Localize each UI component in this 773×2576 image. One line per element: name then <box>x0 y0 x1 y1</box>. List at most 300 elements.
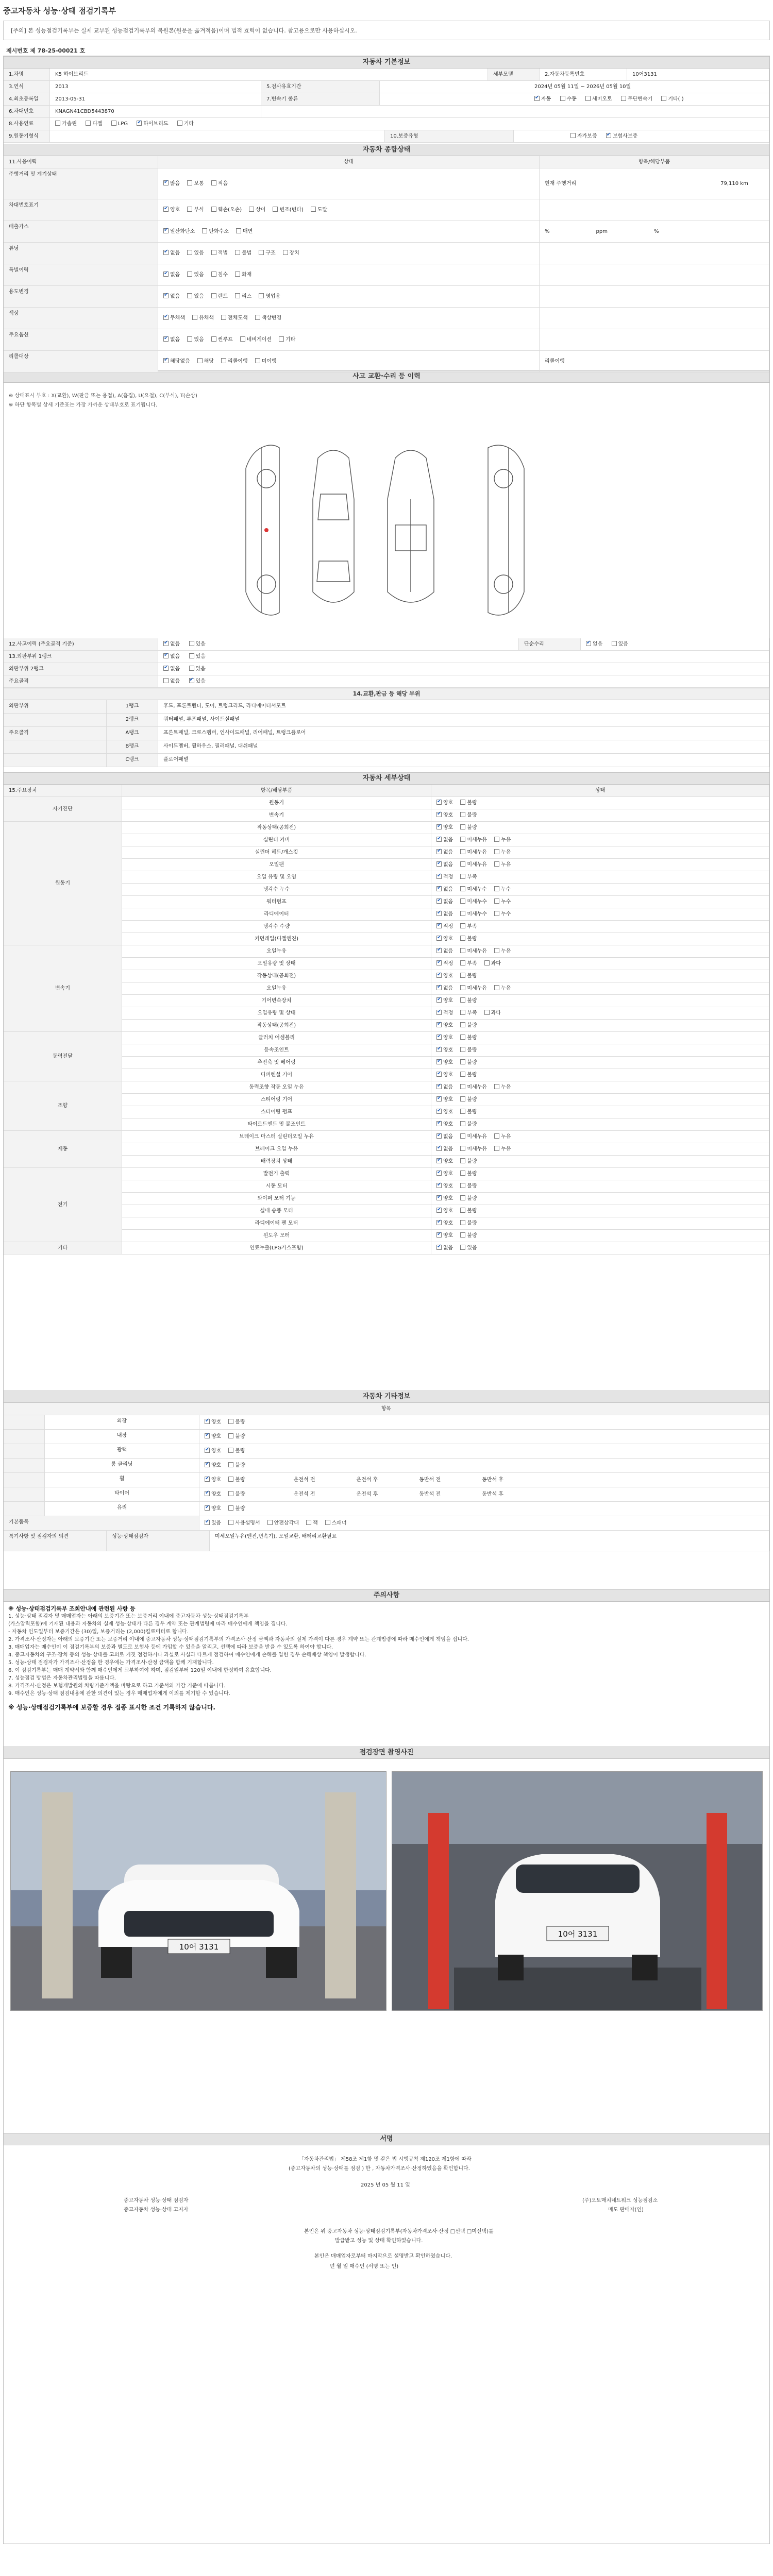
status-option[interactable] <box>228 1444 245 1458</box>
status-option[interactable] <box>460 1143 487 1155</box>
status-option[interactable] <box>436 871 453 883</box>
status-option[interactable] <box>484 958 501 970</box>
status-option[interactable] <box>460 1118 477 1130</box>
checkbox[interactable] <box>436 911 442 916</box>
checkbox[interactable] <box>436 1109 442 1114</box>
checkbox[interactable] <box>621 96 626 101</box>
status-option[interactable] <box>436 1032 453 1044</box>
checkbox[interactable] <box>436 948 442 953</box>
status-option[interactable] <box>460 1193 477 1205</box>
status-option[interactable] <box>460 834 487 846</box>
status-option[interactable] <box>460 1032 477 1044</box>
checkbox[interactable] <box>460 1084 465 1089</box>
status-option[interactable] <box>163 351 190 372</box>
option-other[interactable] <box>661 93 683 105</box>
checkbox[interactable] <box>205 1448 210 1453</box>
status-option[interactable] <box>163 286 180 307</box>
checkbox[interactable] <box>249 207 254 212</box>
option-fuel-other[interactable] <box>177 118 194 130</box>
status-option[interactable] <box>436 995 453 1007</box>
status-option[interactable] <box>460 1205 477 1217</box>
checkbox[interactable] <box>163 336 169 342</box>
checkbox[interactable] <box>460 997 465 1003</box>
status-option[interactable] <box>436 797 453 809</box>
status-option[interactable] <box>228 1430 245 1444</box>
checkbox[interactable] <box>460 1109 465 1114</box>
checkbox[interactable] <box>436 1072 442 1077</box>
checkbox[interactable] <box>534 96 540 101</box>
checkbox[interactable] <box>306 1520 311 1525</box>
status-option[interactable] <box>494 908 511 920</box>
status-option[interactable] <box>236 221 253 242</box>
status-option[interactable] <box>460 1230 477 1242</box>
status-option[interactable] <box>187 199 204 221</box>
status-option[interactable] <box>436 921 453 933</box>
option-insurer-warranty[interactable] <box>606 130 637 142</box>
checkbox[interactable] <box>436 899 442 904</box>
checkbox[interactable] <box>436 1208 442 1213</box>
checkbox[interactable] <box>228 1491 233 1496</box>
checkbox[interactable] <box>436 1084 442 1089</box>
status-option[interactable] <box>494 945 511 957</box>
checkbox[interactable] <box>259 250 264 255</box>
status-option[interactable] <box>311 199 327 221</box>
checkbox[interactable] <box>436 861 442 867</box>
checkbox[interactable] <box>436 1195 442 1200</box>
status-option[interactable] <box>211 243 228 264</box>
checkbox[interactable] <box>460 973 465 978</box>
checkbox[interactable] <box>205 1419 210 1424</box>
status-option[interactable] <box>255 351 277 372</box>
status-option[interactable] <box>436 1094 453 1106</box>
checkbox[interactable] <box>240 336 245 342</box>
checkbox[interactable] <box>586 641 591 646</box>
checkbox[interactable] <box>460 874 465 879</box>
status-option[interactable] <box>187 243 204 264</box>
checkbox[interactable] <box>267 1520 273 1525</box>
checkbox[interactable] <box>494 899 499 904</box>
status-option[interactable] <box>436 1193 453 1205</box>
status-option[interactable] <box>460 884 487 895</box>
option-yes[interactable] <box>189 651 206 663</box>
status-option[interactable] <box>205 1430 221 1444</box>
checkbox[interactable] <box>460 1022 465 1027</box>
status-option[interactable] <box>494 896 511 908</box>
status-option[interactable] <box>460 809 477 821</box>
checkbox[interactable] <box>436 1047 442 1052</box>
checkbox[interactable] <box>163 315 169 320</box>
status-option[interactable] <box>436 1217 453 1229</box>
status-option[interactable] <box>460 1020 477 1031</box>
checkbox[interactable] <box>228 1433 233 1438</box>
checkbox[interactable] <box>460 849 465 854</box>
option-yes[interactable] <box>189 663 206 675</box>
status-option[interactable] <box>436 1069 453 1081</box>
checkbox[interactable] <box>311 207 316 212</box>
checkbox[interactable] <box>211 207 216 212</box>
checkbox[interactable] <box>235 272 240 277</box>
status-option[interactable] <box>460 1081 487 1093</box>
checkbox[interactable] <box>494 948 499 953</box>
checkbox[interactable] <box>436 1035 442 1040</box>
status-option[interactable] <box>494 859 511 871</box>
status-option[interactable] <box>436 1081 453 1093</box>
status-option[interactable] <box>436 1143 453 1155</box>
status-option[interactable] <box>273 199 303 221</box>
status-option[interactable] <box>460 945 487 957</box>
status-option[interactable] <box>192 308 214 329</box>
checkbox[interactable] <box>189 641 194 646</box>
status-option[interactable] <box>205 1415 221 1429</box>
checkbox[interactable] <box>460 899 465 904</box>
status-option[interactable] <box>205 1473 221 1487</box>
checkbox[interactable] <box>279 336 284 342</box>
checkbox[interactable] <box>436 1010 442 1015</box>
checkbox[interactable] <box>436 1121 442 1126</box>
status-option[interactable] <box>436 1118 453 1130</box>
checkbox[interactable] <box>163 653 169 658</box>
status-option[interactable] <box>249 199 265 221</box>
status-option[interactable] <box>436 1131 453 1143</box>
checkbox[interactable] <box>228 1477 233 1482</box>
checkbox[interactable] <box>436 1133 442 1139</box>
checkbox[interactable] <box>436 1232 442 1238</box>
checkbox[interactable] <box>189 666 194 671</box>
status-option[interactable] <box>228 1502 245 1516</box>
checkbox[interactable] <box>436 1022 442 1027</box>
status-option[interactable] <box>436 970 453 982</box>
checkbox[interactable] <box>460 800 465 805</box>
checkbox[interactable] <box>163 207 169 212</box>
checkbox[interactable] <box>606 133 611 138</box>
option-none[interactable] <box>163 638 180 650</box>
option-hybrid[interactable] <box>137 118 168 130</box>
checkbox[interactable] <box>460 1121 465 1126</box>
status-option[interactable] <box>460 1007 477 1019</box>
status-option[interactable] <box>228 1487 245 1501</box>
status-option[interactable] <box>259 243 275 264</box>
checkbox[interactable] <box>460 1146 465 1151</box>
checkbox[interactable] <box>460 812 465 817</box>
status-option[interactable] <box>460 1057 477 1069</box>
status-option[interactable] <box>221 351 248 372</box>
checkbox[interactable] <box>235 293 240 298</box>
option-none[interactable] <box>163 675 180 687</box>
status-option[interactable] <box>436 1242 453 1254</box>
status-option[interactable] <box>494 1131 511 1143</box>
checkbox[interactable] <box>187 272 192 277</box>
option-yes[interactable] <box>189 638 206 650</box>
checkbox[interactable] <box>55 121 60 126</box>
checkbox[interactable] <box>460 1059 465 1064</box>
status-option[interactable] <box>460 1094 477 1106</box>
checkbox[interactable] <box>460 837 465 842</box>
checkbox[interactable] <box>460 1208 465 1213</box>
tools-option[interactable] <box>205 1516 221 1530</box>
checkbox[interactable] <box>460 923 465 928</box>
checkbox[interactable] <box>460 1096 465 1101</box>
status-option[interactable] <box>436 1020 453 1031</box>
status-option[interactable] <box>460 1131 487 1143</box>
status-option[interactable] <box>460 982 487 994</box>
status-option[interactable] <box>460 1168 477 1180</box>
checkbox[interactable] <box>163 666 169 671</box>
checkbox[interactable] <box>460 1245 465 1250</box>
status-option[interactable] <box>228 1473 245 1487</box>
status-option[interactable] <box>494 834 511 846</box>
checkbox[interactable] <box>228 1505 233 1511</box>
status-option[interactable] <box>460 1217 477 1229</box>
status-option[interactable] <box>436 846 453 858</box>
checkbox[interactable] <box>560 96 565 101</box>
status-option[interactable] <box>494 1081 511 1093</box>
checkbox[interactable] <box>436 874 442 879</box>
status-option[interactable] <box>460 908 487 920</box>
status-option[interactable] <box>460 1106 477 1118</box>
status-option[interactable] <box>436 1007 453 1019</box>
checkbox[interactable] <box>494 837 499 842</box>
status-option[interactable] <box>460 958 477 970</box>
checkbox[interactable] <box>460 1133 465 1139</box>
checkbox[interactable] <box>436 985 442 990</box>
checkbox[interactable] <box>484 960 490 965</box>
checkbox[interactable] <box>211 180 216 185</box>
status-option[interactable] <box>436 896 453 908</box>
status-option[interactable] <box>460 896 487 908</box>
checkbox[interactable] <box>494 1084 499 1089</box>
checkbox[interactable] <box>205 1491 210 1496</box>
option-lpg[interactable] <box>111 118 128 130</box>
checkbox[interactable] <box>211 293 216 298</box>
checkbox[interactable] <box>221 315 226 320</box>
status-option[interactable] <box>460 822 477 834</box>
checkbox[interactable] <box>163 358 169 363</box>
status-option[interactable] <box>436 1057 453 1069</box>
checkbox[interactable] <box>460 1195 465 1200</box>
checkbox[interactable] <box>460 948 465 953</box>
status-option[interactable] <box>235 286 251 307</box>
status-option[interactable] <box>228 1415 245 1429</box>
checkbox[interactable] <box>460 1010 465 1015</box>
checkbox[interactable] <box>436 1146 442 1151</box>
status-option[interactable] <box>436 945 453 957</box>
checkbox[interactable] <box>460 1171 465 1176</box>
checkbox[interactable] <box>325 1520 330 1525</box>
checkbox[interactable] <box>494 1133 499 1139</box>
status-option[interactable] <box>460 1242 477 1254</box>
checkbox[interactable] <box>494 985 499 990</box>
checkbox[interactable] <box>177 121 182 126</box>
status-option[interactable] <box>205 1502 221 1516</box>
status-option[interactable] <box>221 308 248 329</box>
status-option[interactable] <box>436 884 453 895</box>
checkbox[interactable] <box>436 1059 442 1064</box>
checkbox[interactable] <box>460 1158 465 1163</box>
status-option[interactable] <box>436 908 453 920</box>
status-option[interactable] <box>187 329 204 350</box>
status-option[interactable] <box>494 884 511 895</box>
checkbox[interactable] <box>436 1171 442 1176</box>
checkbox[interactable] <box>187 180 192 185</box>
checkbox[interactable] <box>211 272 216 277</box>
option-yes[interactable] <box>612 638 628 650</box>
buyer-sign-line[interactable]: 년 월 일 매수인 (서명 또는 인) <box>330 2264 399 2269</box>
status-option[interactable] <box>436 933 453 945</box>
checkbox[interactable] <box>436 812 442 817</box>
status-option[interactable] <box>436 1205 453 1217</box>
status-option[interactable] <box>460 933 477 945</box>
checkbox[interactable] <box>211 250 216 255</box>
checkbox[interactable] <box>612 641 617 646</box>
checkbox[interactable] <box>436 1245 442 1250</box>
checkbox[interactable] <box>436 1183 442 1188</box>
checkbox[interactable] <box>111 121 116 126</box>
checkbox[interactable] <box>460 985 465 990</box>
checkbox[interactable] <box>189 653 194 658</box>
status-option[interactable] <box>211 329 233 350</box>
checkbox[interactable] <box>205 1505 210 1511</box>
status-option[interactable] <box>235 243 251 264</box>
checkbox[interactable] <box>460 1035 465 1040</box>
checkbox[interactable] <box>283 250 288 255</box>
option-none[interactable] <box>586 638 602 650</box>
status-option[interactable] <box>259 286 280 307</box>
checkbox[interactable] <box>494 861 499 867</box>
checkbox[interactable] <box>163 293 169 298</box>
status-option[interactable] <box>436 834 453 846</box>
checkbox[interactable] <box>137 121 142 126</box>
checkbox[interactable] <box>436 997 442 1003</box>
checkbox[interactable] <box>436 936 442 941</box>
checkbox[interactable] <box>211 336 216 342</box>
checkbox[interactable] <box>436 800 442 805</box>
tools-option[interactable] <box>267 1516 299 1530</box>
status-option[interactable] <box>460 1069 477 1081</box>
checkbox[interactable] <box>460 1072 465 1077</box>
checkbox[interactable] <box>460 861 465 867</box>
status-option[interactable] <box>436 1180 453 1192</box>
checkbox[interactable] <box>494 1146 499 1151</box>
status-option[interactable] <box>436 1156 453 1167</box>
status-option[interactable] <box>211 168 228 199</box>
option-manual[interactable] <box>560 93 577 105</box>
status-option[interactable] <box>460 871 477 883</box>
option-none[interactable] <box>163 663 180 675</box>
status-option[interactable] <box>494 846 511 858</box>
checkbox[interactable] <box>436 886 442 891</box>
checkbox[interactable] <box>460 886 465 891</box>
status-option[interactable] <box>436 859 453 871</box>
checkbox[interactable] <box>221 358 226 363</box>
status-option[interactable] <box>187 168 204 199</box>
checkbox[interactable] <box>187 336 192 342</box>
tools-option[interactable] <box>325 1516 347 1530</box>
checkbox[interactable] <box>205 1520 210 1525</box>
option-self-warranty[interactable] <box>570 130 597 142</box>
checkbox[interactable] <box>197 358 203 363</box>
status-option[interactable] <box>460 1156 477 1167</box>
checkbox[interactable] <box>460 1183 465 1188</box>
checkbox[interactable] <box>460 960 465 965</box>
checkbox[interactable] <box>228 1462 233 1467</box>
checkbox[interactable] <box>202 228 207 233</box>
checkbox[interactable] <box>494 849 499 854</box>
option-gasoline[interactable] <box>55 118 77 130</box>
status-option[interactable] <box>460 1044 477 1056</box>
checkbox[interactable] <box>484 1010 490 1015</box>
status-option[interactable] <box>460 846 487 858</box>
status-option[interactable] <box>211 286 228 307</box>
checkbox[interactable] <box>187 207 192 212</box>
checkbox[interactable] <box>460 911 465 916</box>
checkbox[interactable] <box>187 250 192 255</box>
option-yes[interactable] <box>189 675 206 687</box>
checkbox[interactable] <box>460 824 465 829</box>
checkbox[interactable] <box>163 250 169 255</box>
status-option[interactable] <box>494 1143 511 1155</box>
status-option[interactable] <box>460 921 477 933</box>
status-option[interactable] <box>202 221 229 242</box>
checkbox[interactable] <box>235 250 240 255</box>
status-option[interactable] <box>460 970 477 982</box>
checkbox[interactable] <box>189 678 194 683</box>
tools-option[interactable] <box>306 1516 318 1530</box>
status-option[interactable] <box>460 1180 477 1192</box>
status-option[interactable] <box>163 308 185 329</box>
checkbox[interactable] <box>436 837 442 842</box>
status-option[interactable] <box>205 1487 221 1501</box>
checkbox[interactable] <box>436 973 442 978</box>
checkbox[interactable] <box>436 923 442 928</box>
checkbox[interactable] <box>163 641 169 646</box>
option-diesel[interactable] <box>86 118 102 130</box>
status-option[interactable] <box>187 286 204 307</box>
checkbox[interactable] <box>436 960 442 965</box>
checkbox[interactable] <box>163 228 169 233</box>
checkbox[interactable] <box>205 1477 210 1482</box>
checkbox[interactable] <box>494 911 499 916</box>
status-option[interactable] <box>460 995 477 1007</box>
checkbox[interactable] <box>192 315 197 320</box>
status-option[interactable] <box>163 168 180 199</box>
checkbox[interactable] <box>661 96 666 101</box>
status-option[interactable] <box>163 199 180 221</box>
status-option[interactable] <box>436 1168 453 1180</box>
checkbox[interactable] <box>86 121 91 126</box>
status-option[interactable] <box>436 982 453 994</box>
checkbox[interactable] <box>460 1232 465 1238</box>
status-option[interactable] <box>197 351 214 372</box>
status-option[interactable] <box>436 1044 453 1056</box>
checkbox[interactable] <box>205 1462 210 1467</box>
checkbox[interactable] <box>228 1419 233 1424</box>
checkbox[interactable] <box>436 849 442 854</box>
status-option[interactable] <box>211 264 228 285</box>
status-option[interactable] <box>436 1230 453 1242</box>
checkbox[interactable] <box>273 207 278 212</box>
status-option[interactable] <box>494 982 511 994</box>
option-none[interactable] <box>163 651 180 663</box>
status-option[interactable] <box>484 1007 501 1019</box>
option-cvt[interactable] <box>621 93 652 105</box>
status-option[interactable] <box>240 329 272 350</box>
status-option[interactable] <box>163 329 180 350</box>
status-option[interactable] <box>436 958 453 970</box>
checkbox[interactable] <box>460 1047 465 1052</box>
checkbox[interactable] <box>460 1220 465 1225</box>
checkbox[interactable] <box>436 1096 442 1101</box>
checkbox[interactable] <box>436 1158 442 1163</box>
